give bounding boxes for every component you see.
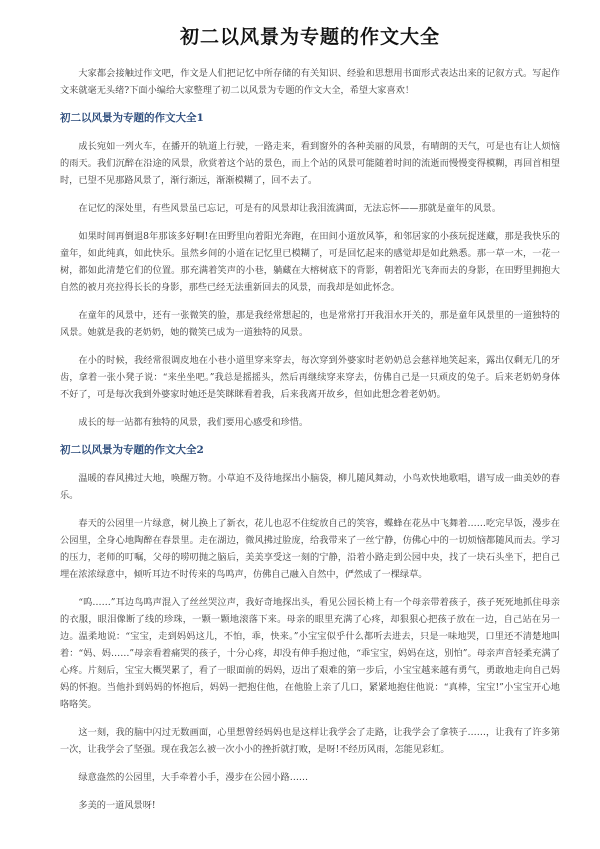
section-2-paragraph-6: 多美的一道风景呀!	[78, 800, 156, 811]
section-1-paragraph-2: 在记忆的深处里，有些风景虽已忘记，可是有的风景却让我泪流满面，无法忘怀——那就是童年的风景。	[78, 203, 502, 214]
section-1-heading: 初二以风景为专题的作文大全1	[60, 112, 204, 124]
intro-paragraph: 大家都会接触过作文吧，作文是人们把记忆中所存储的有关知识、经验和思想用书面形式表达出来的记叙方式。写起作文来就毫无头绪?下面小编给大家整理了初二以风景为专题的作文大全，希望大家喜欢！	[60, 68, 560, 96]
section-2-paragraph-2: 春天的公园里一片绿意，树儿换上了新衣，花儿也忍不住绽放自己的笑容，蝶蜂在花丛中飞舞着……吃完早饭，漫步在公园里，全身心地陶醉在春景里。走在湖边，微风拂过脸庞，给我带来了一丝宁静，仿佛心中的一切烦恼都随风而去。学习的压力，老师的叮嘱，父母的唠叨抛之脑后，美美享受这一刻的宁静，沿着小路走到公园中央，找了一块石头坐下，把自己埋在浓浓绿意中，倾听耳边不时传来的鸟鸣声，仿佛自己融入自然中，俨然成了一棵绿草。	[60, 518, 560, 580]
section-1-paragraph-6: 成长的每一站都有独特的风景，我们要用心感受和珍惜。	[78, 417, 309, 428]
section-2-paragraph-4: 这一刻，我的脑中闪过无数画面，心里想曾经妈妈也是这样让我学会了走路，让我学会了拿筷子……，让我有了许多第一次，让我学会了坚强。现在我怎么被一次小小的挫折就打败，是呀!不经历风雨，怎能见彩虹。	[60, 727, 560, 755]
section-1-paragraph-3: 如果时间再倒退8年那该多好啊!在田野里向着阳光奔跑，在田间小道放风筝，和邻居家的小孩玩捉迷藏，那是我快乐的童年，如此纯真，如此快乐。虽然乡间的小道在记忆里已模糊了，可是回忆起来的感觉却是如此熟悉。那一草一木，一花一树，都如此清楚它们的位置。那充满着笑声的小巷，躺藏在大榕树底下的背影，朝着阳光飞奔而去的身影，在田野里拥抱大自然的被月亮拉得长长的身影，那些已经无法重新回去的风景，而我却是如此怀念。	[60, 231, 560, 293]
section-2-paragraph-5: 绿意盎然的公园里，大手牵着小手，漫步在公园小路……	[78, 772, 309, 783]
section-2-paragraph-3: “呜……”耳边鸟鸣声混入了丝丝哭泣声，我好奇地探出头，看见公园长椅上有一个母亲带着孩子，孩子死死地抓住母亲的衣服，眼泪像断了线的珍珠，一颗一颗地滚落下来。母亲的眼里充满了心疼，却狠狠心把孩子放在一边，自己站在另一边。温柔地说：“宝宝，走到妈妈这儿，不怕，乖，快来。”小宝宝似乎什么都听去进去，只是一味地哭，口里还不清楚地叫着：“妈、妈……”母亲看着痛哭的孩子，十分心疼，却没有伸手抱过他，“乖宝宝，妈妈在这，别怕”。母亲声音轻柔充满了心疼。片刻后，宝宝大概哭累了，看了一眼面前的妈妈，迈出了艰难的第一步后，小宝宝越来越有勇气，勇敢地走向自己妈妈的怀抱。当他扑到妈妈的怀抱后，妈妈一把抱住他，在他脸上亲了几口，紧紧地抱住他说：“真棒，宝宝!”小宝宝开心地咯咯笑。	[60, 597, 560, 710]
page-title: 初二以风景为专题的作文大全	[179, 26, 440, 48]
section-2-paragraph-1: 温暖的春风拂过大地，唤醒万物。小草迫不及待地探出小脑袋，柳儿随风舞动，小鸟欢快地歌唱，谱写成一曲美妙的春乐。	[60, 473, 560, 501]
section-2-heading: 初二以风景为专题的作文大全2	[60, 444, 204, 456]
section-1-paragraph-5: 在小的时候，我经常很调皮地在小巷小道里穿来穿去，每次穿到外婆家时老奶奶总会慈祥地笑起来，露出仅剩无几的牙齿，拿着一张小凳子说：“来坐坐吧。”我总是摇摇头，然后再继续穿来穿去，仿佛自己是一只顽皮的兔子。后来老奶奶身体不好了，可是每次我到外婆家时她还是笑眯眯看着我，后来我离开故乡，但如此想念着老奶奶。	[60, 355, 560, 400]
section-1-paragraph-4: 在童年的风景中，还有一张微笑的脸，那是我经常想起的，也是常常打开我泪水开关的，那是童年风景里的一道独特的风景。她就是我的老奶奶，她的微笑已成为一道独特的风景。	[60, 310, 560, 338]
section-1-paragraph-1: 成长宛如一列火车，在播开的轨道上行驶，一路走来，看到窗外的各种美丽的风景，有晴朗的天气，可是也有让人烦恼的雨天。我们沉醉在沿途的风景，欣赏着这个站的景色，而上个站的风景可能随着时间的流逝而慢慢变得模糊，再回首相望时，已望不见那路风景了，渐行渐远，渐渐模糊了，回不去了。	[60, 141, 560, 186]
